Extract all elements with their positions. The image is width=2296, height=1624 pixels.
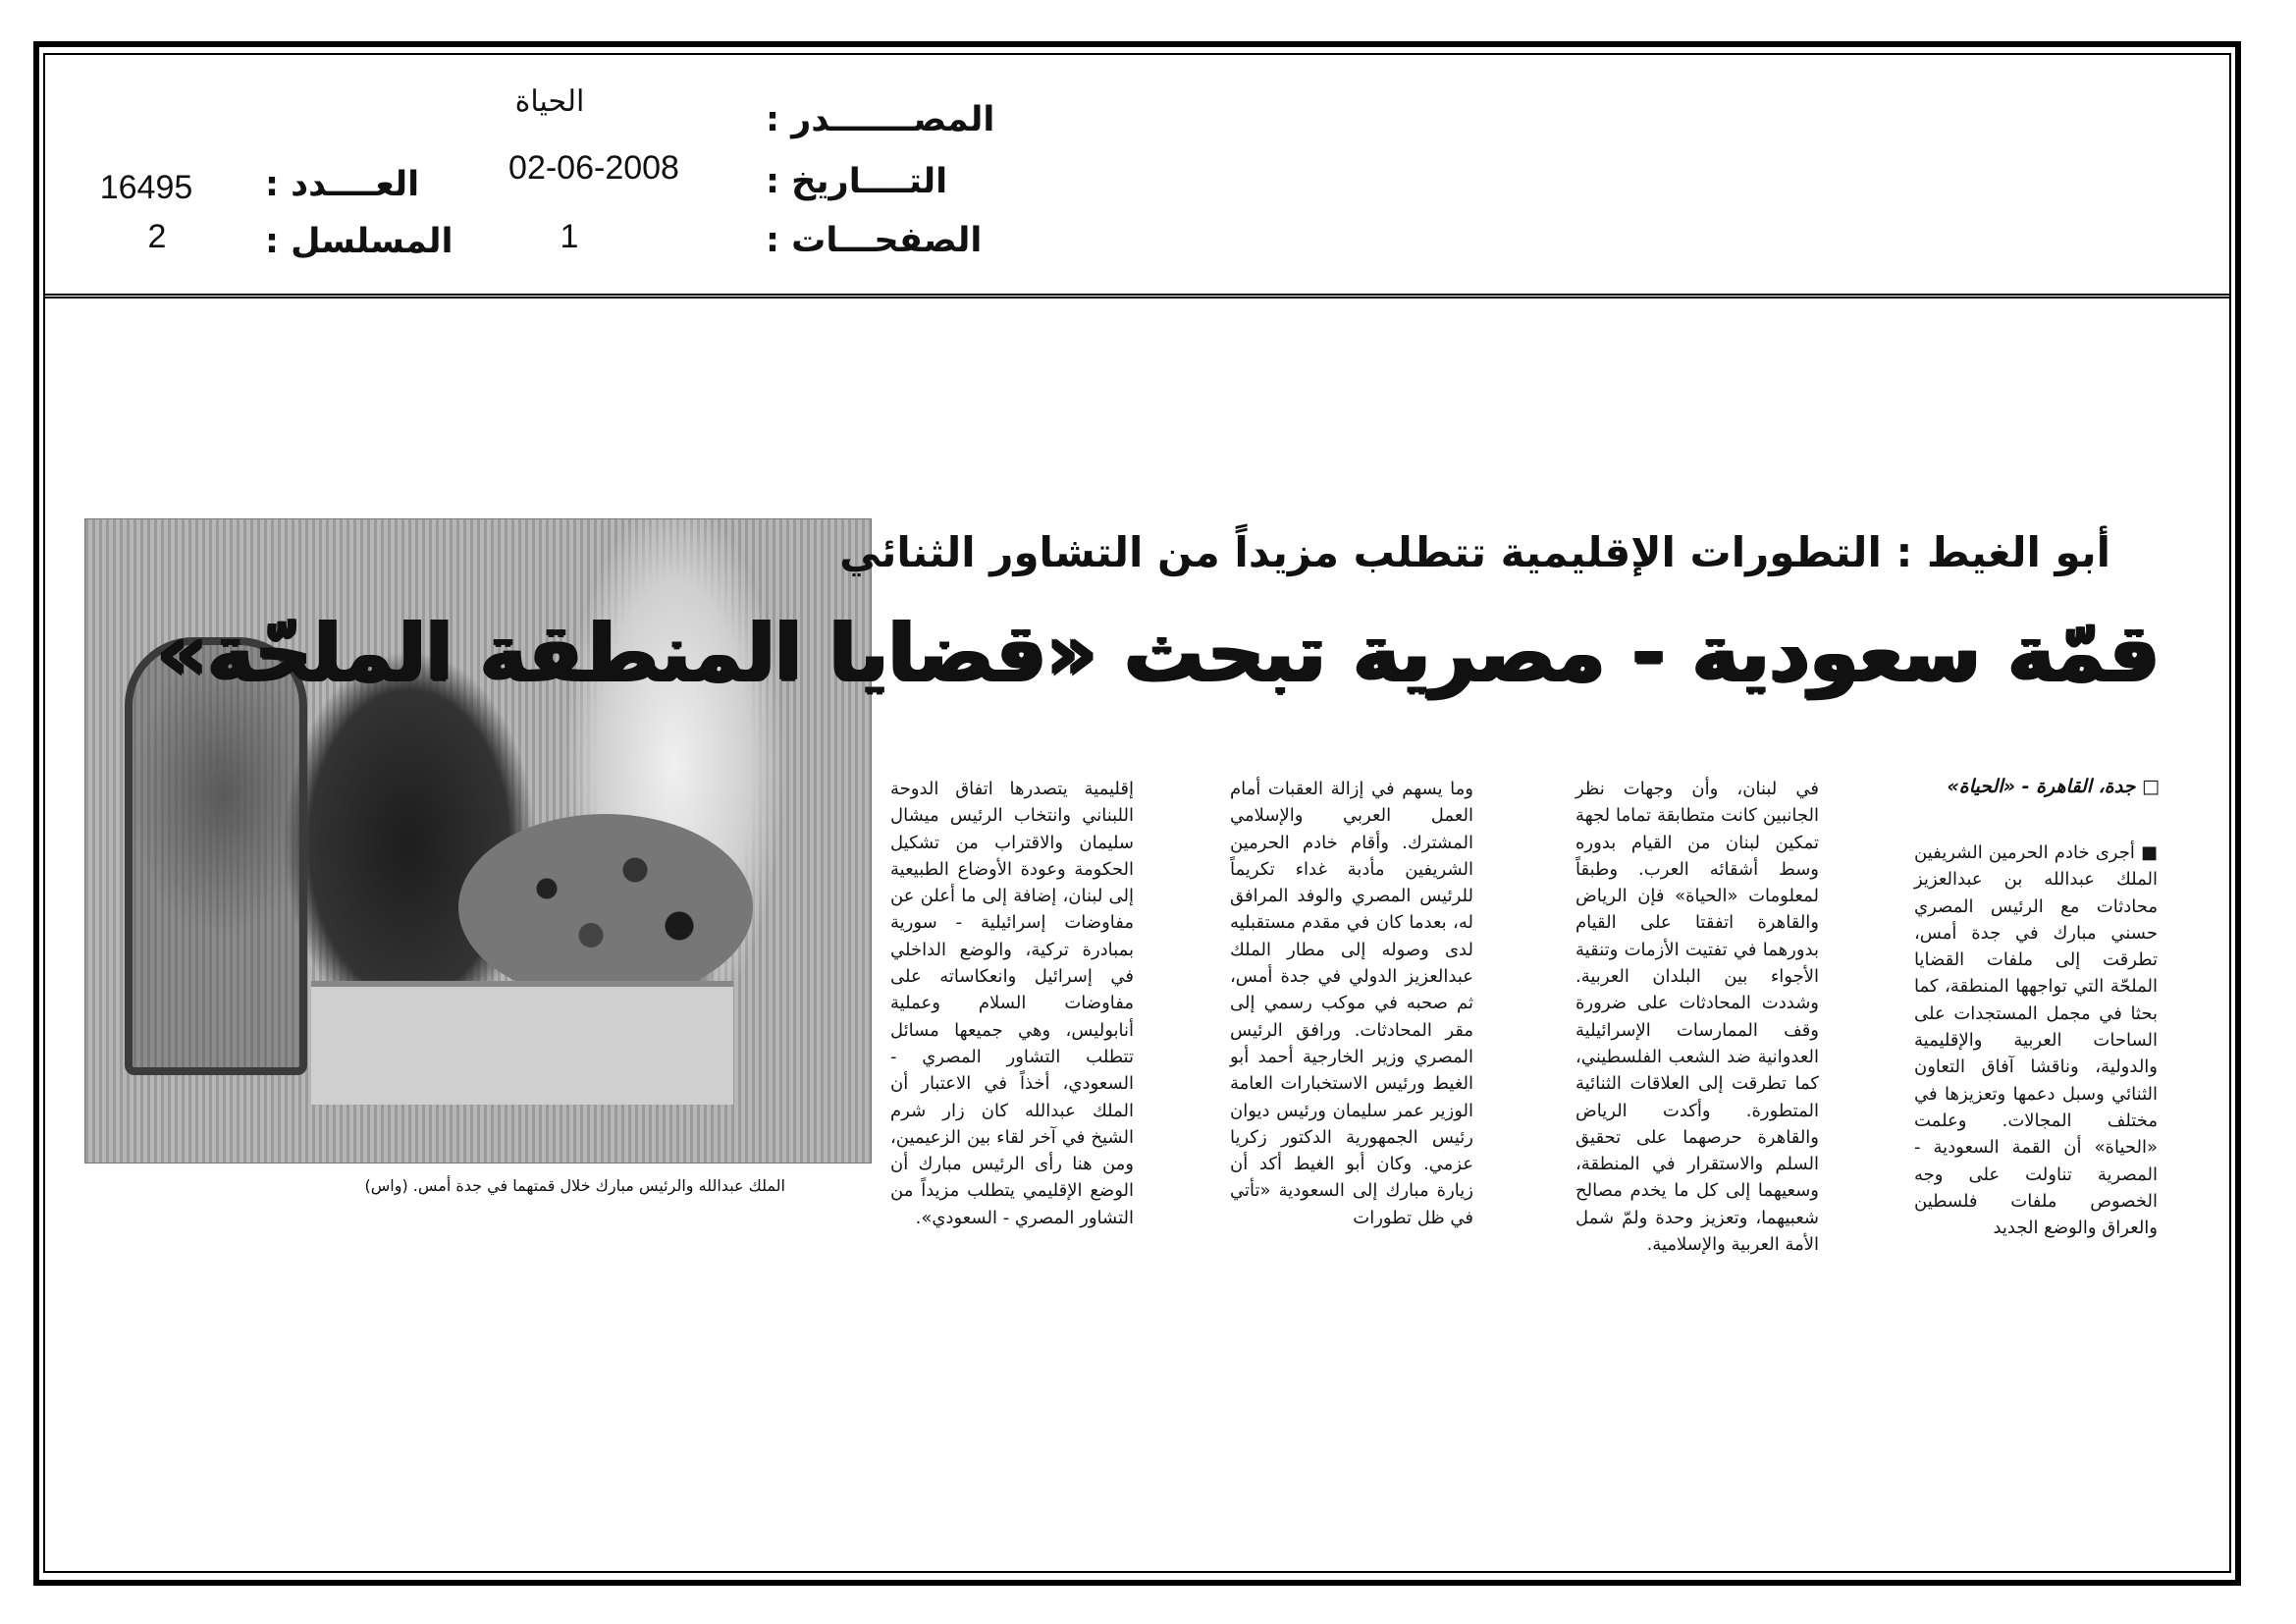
article-headline: قمّة سعودية - مصرية تبحث «قضايا المنطقة الملحّة» [156, 607, 2160, 698]
date-label: التــــاريخ : [766, 162, 948, 201]
article-column-2 [1575, 776, 1819, 1256]
issue-value: 16495 [99, 169, 193, 206]
source-value: الحياة [514, 85, 585, 118]
photo-caption: الملك عبدالله والرئيس مبارك خلال قمتهما في جدة أمس. (واس) [364, 1176, 785, 1195]
chair-shape [125, 637, 307, 1075]
source-label: المصـــــــدر : [766, 100, 995, 139]
column-text: وما يسهم في إزالة العقبات أمام العمل العربي والإسلامي المشترك. وأقام خادم الحرمين الشريفين مأدبة غداء تكريماً للرئيس المصري والوفد المرافق له، بعدما كان في مقدم مستقبليه لدى وصوله إلى مطار الملك عبدالعزيز الدولي في جدة أمس، ثم صحبه في موكب رسمي إلى مقر المحادثات. ورافق الرئيس المصري وزير الخارجية أحمد أبو الغيط ورئيس الاستخبارات العامة الوزير عمر سليمان ورئيس ديوان رئيس الجمهورية الدكتور زكريا عزمي. وكان أبو الغيط أكد أن زيارة مبارك إلى السعودية «تأتي في ظل تطورات [1230, 779, 1473, 1228]
serial-value: 2 [147, 218, 167, 255]
issue-label: العــــدد : [265, 165, 420, 204]
article-column-3 [1230, 776, 1473, 1228]
column-text: إقليمية يتصدرها اتفاق الدوحة اللبناني وانتخاب الرئيس ميشال سليمان والاقتراب من تشكيل الحكومة وعودة الأوضاع الطبيعية إلى لبنان، إضافة إلى ما أعلن عن مفاوضات إسرائيلية - سورية بمبادرة تركية، والوضع الداخلي في إسرائيل وانعكاساته على مفاوضات السلام وعملية أنابوليس، وهي جميعها مسائل تتطلب التشاور المصري - السعودي، أخذاً في الاعتبار أن الملك عبدالله كان زار شرم الشيخ في آخر لقاء بين الزعيمين، ومن هنا رأى الرئيس مبارك أن الوضع الإقليمي يتطلب مزيداً من التشاور المصري - السعودي». [890, 779, 1134, 1228]
article-column-4 [890, 776, 1134, 1228]
date-value: 02-06-2008 [508, 149, 679, 187]
column-text: في لبنان، وأن وجهات نظر الجانبين كانت متطابقة تماما لجهة تمكين لبنان من القيام بدوره وسط أشقائه العرب. وطبقاً لمعلومات «الحياة» فإن الرياض والقاهرة اتفقتا على القيام بدورهما في تفتيت الأزمات وتنقية الأجواء بين البلدان العربية. وشددت المحادثات على ضرورة وقف الممارسات الإسرائيلية العدوانية ضد الشعب الفلسطيني، كما تطرقت إلى العلاقات الثنائية المتطورة. وأكدت الرياض والقاهرة حرصهما على تحقيق السلم والاستقرار في المنطقة، وسعيهما إلى كل ما يخدم مصالح شعبيهما، وتعزيز وحدة ولمّ شمل الأمة العربية والإسلامية. [1575, 779, 1819, 1256]
article-column-1 [1914, 839, 2158, 1239]
pages-value: 1 [560, 218, 579, 255]
article-kicker: أبو الغيط : التطورات الإقليمية تتطلب مزيداً من التشاور الثنائي [839, 528, 2110, 576]
serial-label: المسلسل : [265, 222, 454, 261]
article-dateline: □ جدة، القاهرة - «الحياة» [1947, 776, 2160, 797]
flower-arrangement [458, 814, 753, 1001]
column-text: ■ أجرى خادم الحرمين الشريفين الملك عبدالله بن عبدالعزيز محادثات مع الرئيس المصري حسني مبارك في جدة أمس، تطرقت إلى ملفات القضايا الملحّة التي تواجهها المنطقة، كما بحثا في مجمل المستجدات على الساحات العربية والإقليمية والدولية، وناقشا آفاق التعاون الثنائي وسبل دعمها وتعزيزها في مختلف المجالات. وعلمت «الحياة» أن القمة السعودية - المصرية تناولت على وجه الخصوص ملفات فلسطين والعراق والوضع الجديد [1914, 842, 2158, 1239]
table-shape [311, 981, 733, 1105]
pages-label: الصفحـــات : [766, 221, 983, 260]
